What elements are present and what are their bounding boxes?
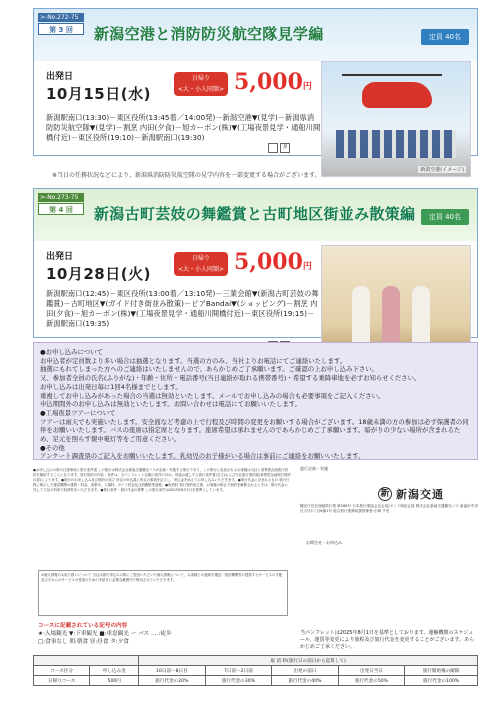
info-text: 申込期間外のお申し込みは無効といたします。お問い合わせは電話にてお願いいたします。 [40,400,301,409]
table-cell: コース区分 [34,666,90,676]
tour-route: 新潟駅南口(12:45)－東区役所(13:00着／13:10発)－三業会館▼(新潟古町芸妓の舞鑑賞)－古町地区▼(ガイド付き街並み散策)－ピアBandai▼(ショッピング)－割烹 内田(夕食)－旭カーボン(株)▼(工場夜景見学・通船川開橋付近)－東区役所(19:15)－新潟駅南口(19:35) [46,289,319,328]
meal-box [268,143,278,153]
table-cell: 500円 [90,676,139,686]
tour-note: ※当日の任務状況などにより、新潟県消防防災航空隊の見学内容を一部変更する場合がございます。 [52,172,321,179]
info-text: 抽選にもれてしまった方へのご連絡はいたしませんので、あらかじめご了承願います。ご確認の上お申し込み下さい。 [40,365,379,374]
tag-line1: 日帰り [191,75,210,82]
table-title: 取 消 料(旅行日の前日から起算して) [139,656,478,666]
depart-date: 10月28日(火) [46,265,151,283]
info-heading: ●お申し込みについて [40,348,103,356]
depart-label: 出発日 [46,72,74,82]
table-cell: 旅行代金の30% [205,676,272,686]
info-text: 重複してお申し込みがあった場合の当選は無効といたします。メールでお申し込みの場合も必要事項をご記入ください。 [40,391,385,400]
fine-print: ●お申し込みの際の注意事項と旅行条件書 この旅行は株式会社新潟交通観光バスが企画・実施する旅行であり、この旅行に参加されるお客様は当社と募集型企画旅行契約を締結することになります。旅行契約の内容・条件は、当パンフレット記載の条件のほか、別途お渡しする旅行条件書(全文)および当社旅行業約款(募集型企画旅行契約の部)によります。●旅行のお申し込み及び契約の成立 所定の申込書に所定の事項を記入し、申込金を添えてお申し込みいただきます。●旅行代金に含まれるもの 旅行日程に明示した運送機関の運賃・料金、食事代、入場料、ガイド料金及び消費税等諸税。●取消料 旅行契約成立後、お客様の都合で契約を解除されるときは、旅行代金に対して下記の料率で取消料をいただきます。●旅行条件・旅行代金の基準 この旅行条件は2025年8月1日を基準としています。 [33,468,291,492]
depart-date: 10月15日(水) [46,85,151,103]
capacity-badge: 定員 40名 [421,29,469,45]
table-cell [34,656,139,666]
tour-title: 新潟空港と消防防災航空隊見学編 [94,25,324,43]
legend-title: コースに記載されている記号の内容 [38,623,128,629]
tour-code: >-No.273-75 [38,193,84,202]
info-text: お申し込みは出発日毎に1回4名様までとします。 [40,382,182,391]
company-logo [378,486,444,502]
tag-line1: 日帰り [191,255,210,262]
airport-photo [321,61,471,177]
meal-boxes [268,143,292,153]
logo-text: 新潟交通 [396,488,444,501]
info-box [33,342,478,460]
table-cell: 日帰りコース [34,676,90,686]
table-row [34,666,478,676]
logo-mark-icon: 新 [378,487,392,501]
meal-box: タ [281,144,288,151]
contact-label: お問合せ・お申込み [306,540,342,545]
info-heading: ●その他 [40,443,65,452]
table-cell: 旅行代金の40% [272,676,339,686]
tour-number: 第 4 回 [38,203,84,215]
info-text: 又、参加者全員の氏名(ふりがな)・年齢・住所・電話番号(当日連絡が取れる携帯番号)・希望する乗降車地を必ずお知らせください。 [40,374,421,383]
depart-label: 出発日 [46,252,74,262]
cancellation-table [33,655,478,686]
table-cell: 10日前～8日目 [139,666,206,676]
capacity-badge: 定員 40名 [421,209,469,225]
table-cell: 出発日当日 [338,666,405,676]
tag-line2: <大・小人同額> [177,266,225,273]
planner-label: 旅行企画・実施 [300,466,328,471]
table-cell: 旅行代金の100% [405,676,478,686]
table-cell: 7日前～2日前 [205,666,272,676]
helicopter-rotor [342,74,442,76]
symbol-legend [38,622,298,646]
info-text: ツアーは雨天でも実施いたします。安全面など考慮の上で行程及び時間の変更をお願いする場合がございます。18歳未満の方の参加は必ず保護者の同伴をお願いいたします。バスの座席は指定席となります。座席希望は承れませんのであらかじめご了承願います。暗がりの少ない場所が含まれるため、足元を照らす懐中電灯等をご用意ください。 [40,417,469,444]
tour-card-3 [33,8,478,173]
table-cell: 旅行代金の20% [139,676,206,686]
photo-caption: 新潟空港(イメージ) [420,167,464,173]
price-unit: 円 [302,82,312,92]
table-cell: 出発の前日 [272,666,339,676]
helicopter-image [362,82,432,108]
price-value: 5,000 [234,249,303,275]
day-trip-tag [174,252,228,276]
price-value: 5,000 [234,69,303,95]
tour-title: 新潟古町芸妓の舞鑑賞と古町地区街並み散策編 [94,205,416,223]
info-text: アンケート調査票のご記入をお願いいたします。乳幼児のお子様がいる場合は事前にご連絡をお願いいたします。 [40,452,365,461]
table-cell: 旅行開始後の解除 [405,666,478,676]
tour-route: 新潟駅南口(13:30)－東区役所(13:45着／14:00発)－新潟空港▼(見学)－新潟県消防防災航空隊▼(見学)－割烹 内田(夕食)－旭カーボン(株)▼(工場夜景見学・通船川開橋付近)－東区役所(19:10)－新潟駅南口(19:30) [46,113,321,142]
tour-code: >-No.272-75 [38,13,84,22]
tour-price [234,69,312,95]
table-cell: 申し込み金 [90,666,139,676]
legend-meals: □:食事なし 朝:朝食 昼:昼食 タ:夕食 [38,639,129,645]
tour-number: 第 3 回 [38,23,84,35]
privacy-note: ①個人情報のお取り扱いについて 当社は旅行申込みの際にご提出いただいた個人情報について、お客様との連絡や運送・宿泊機関等の提供するサービスの手配及びそれらのサービスの受領のための手続きに必要な範囲内で利用させていただきます。 [38,570,288,616]
update-note: 当パンフレットは2025年8月1日を基準としております。運輸機関のスケジュール、運賃等変更により旅程及び旅行代金を変更することがございます。あらかじめご了承ください。 [300,630,475,650]
tag-line2: <大・小人同額> [177,86,225,93]
price-unit: 円 [302,262,312,272]
day-trip-tag [174,72,228,96]
tour-card-4 [33,188,478,338]
company-address: 観光庁長官登録旅行業 第268号 日本旅行業協会正会員/ボンド保証会員 株式会社新潟交通観光バス 新潟市中央区万代1丁目6番1号 総合旅行業務取扱管理者:小林 千史 [300,504,478,513]
info-heading: ●工場夜景ツアーについて [40,408,116,417]
table-row [34,676,478,686]
table-cell: 旅行代金の50% [338,676,405,686]
tour-price [234,249,312,275]
info-text: お申込者が定員数より多い場合は抽選となります。当選の方のみ、当社よりお電話にてご連絡いたします。 [40,356,347,365]
legend-symbols: ★:入場観光 ▼:下車観光 ■:車窓観光 ー バス ‥‥:徒歩 [38,631,172,637]
crew-image [336,130,456,158]
